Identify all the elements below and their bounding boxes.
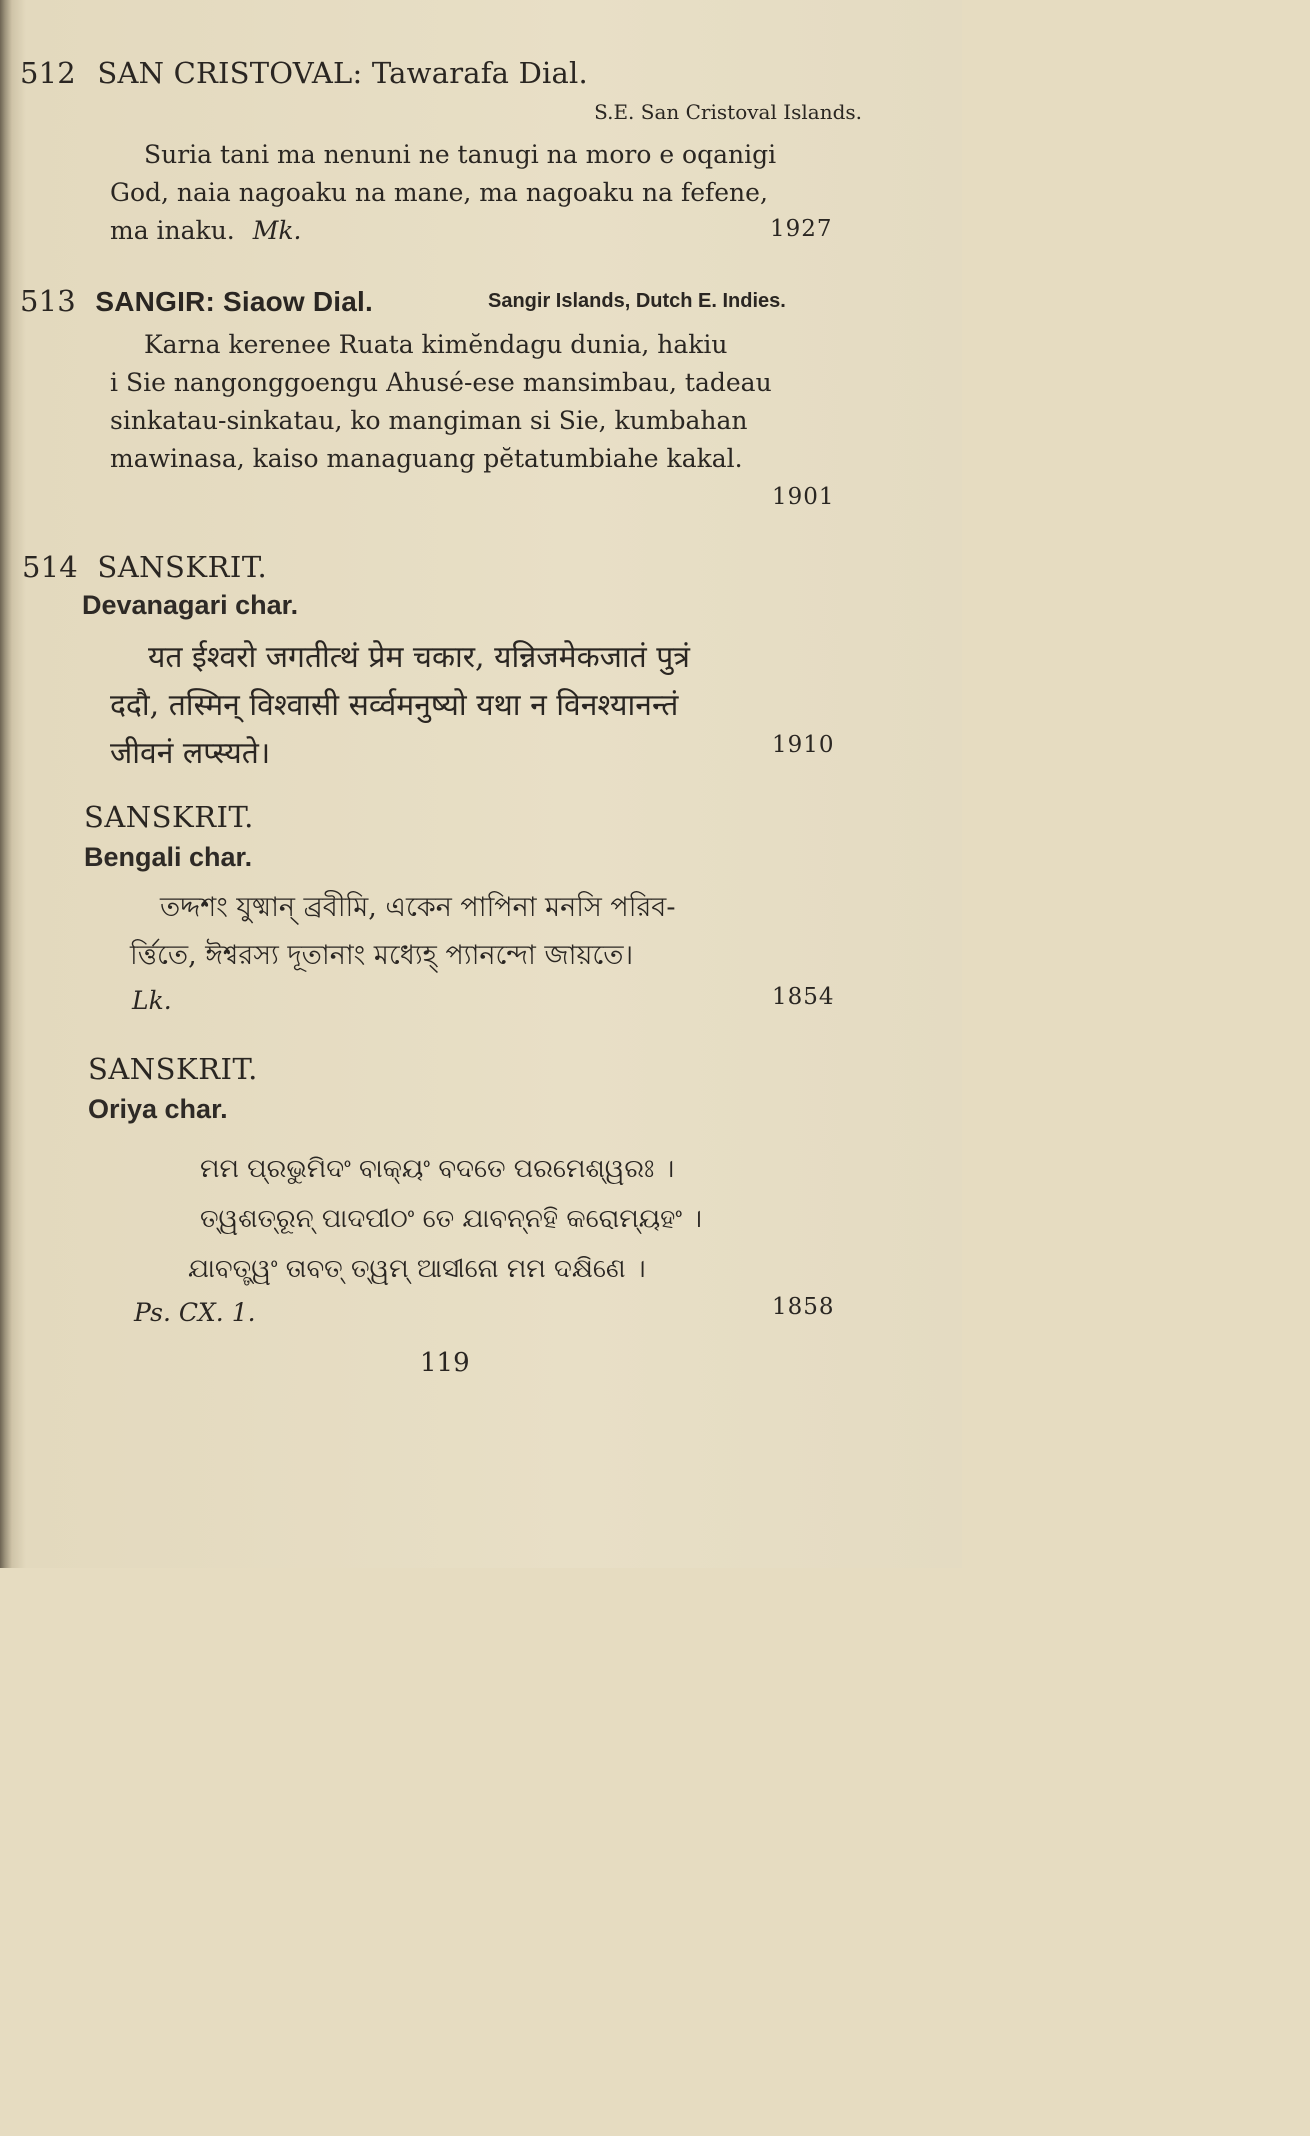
script-label: Devanagari char. (82, 590, 299, 620)
entry-512-text (110, 136, 832, 250)
text-line: mawinasa, kaiso managuang pĕtatumbiahe kakal. (110, 444, 743, 473)
script-label: Oriya char. (88, 1094, 228, 1124)
text-line: ମମ ପ୍ରଭୁମିଦଂ ବାକ୍ୟଂ ବଦତେ ପରମେଶ୍ୱରଃ । (200, 1154, 675, 1184)
reference: Lk. (132, 986, 172, 1015)
text-line: sinkatau-sinkatau, ko mangiman si Sie, kumbahan (110, 406, 748, 435)
text-line: यत ईश्वरो जगतीत्थं प्रेम चकार, यन्निजमेकजातं पुत्रं (148, 640, 690, 675)
text-line: তদ্দশং যুষ্মান্ ব্রবীমি, একেন পাপিনা মনসি পরিব- (160, 892, 676, 923)
entry-514-year: 1910 (772, 732, 835, 758)
entry-513-heading (20, 284, 373, 318)
entry-514-heading (22, 550, 267, 584)
entry-heading-text: SAN CRISTOVAL: Tawarafa Dial. (97, 56, 588, 90)
entry-bengali-year: 1854 (772, 984, 835, 1010)
text-line: i Sie nangonggoengu Ahusé-ese mansimbau, tadeau (110, 368, 772, 397)
entry-heading-text: SANGIR: Siaow Dial. (95, 286, 373, 317)
text-line: র্ত্তিতে, ঈশ্বরস্য দূতানাং মধ্যেহ্ প্যানন্দো জায়তে। (130, 940, 634, 971)
entry-514-devanagari-text (110, 634, 840, 778)
reference: Ps. CX. 1. (134, 1298, 256, 1327)
text-line: ତ୍ୱଶତ୍ରୂନ୍ ପାଦପୀଠଂ ତେ ଯାବନ୍ନହି କରୋମ୍ୟହଂ । (200, 1204, 702, 1234)
entry-bengali-text (130, 884, 840, 980)
entry-512-year: 1927 (770, 216, 833, 242)
reference: Mk. (252, 216, 302, 245)
bengali-heading: SANSKRIT. (84, 800, 254, 834)
entry-512-heading (20, 56, 588, 90)
page-number: 119 (420, 1348, 470, 1378)
text-line: ଯାବତ୍ତ୍ୱଂ ତାବତ୍ ତ୍ୱମ୍ ଆସୀନୋ ମମ ଦକ୍ଷିଣେ । (188, 1254, 646, 1284)
script-label: Bengali char. (84, 842, 253, 872)
entry-513-region: Sangir Islands, Dutch E. Indies. (488, 290, 786, 312)
text-line: ददौ, तस्मिन् विश्वासी सर्व्वमनुष्यो यथा न विनश्यानन्तं (110, 688, 679, 723)
text-line: God, naia nagoaku na mane, ma nagoaku na fefene, (110, 178, 768, 207)
text-line: Suria tani ma nenuni ne tanugi na moro e oqanigi (144, 140, 777, 169)
text-line: Karna kerenee Ruata kimĕndagu dunia, hakiu (144, 330, 728, 359)
entry-513-text (110, 326, 832, 478)
entry-number: 514 (22, 550, 78, 584)
text-line-end: ma inaku. (110, 216, 235, 245)
entry-heading-text: SANSKRIT. (97, 550, 268, 584)
oriya-heading: SANSKRIT. (88, 1052, 258, 1086)
text-line: जीवनं लप्स्यते। (110, 736, 271, 771)
entry-number: 513 (20, 284, 76, 318)
text-line (110, 212, 832, 250)
entry-oriya-year: 1858 (772, 1294, 835, 1320)
entry-oriya-text (188, 1144, 820, 1294)
entry-number: 512 (20, 56, 76, 90)
entry-513-year: 1901 (772, 484, 835, 510)
entry-512-region: S.E. San Cristoval Islands. (594, 100, 862, 124)
